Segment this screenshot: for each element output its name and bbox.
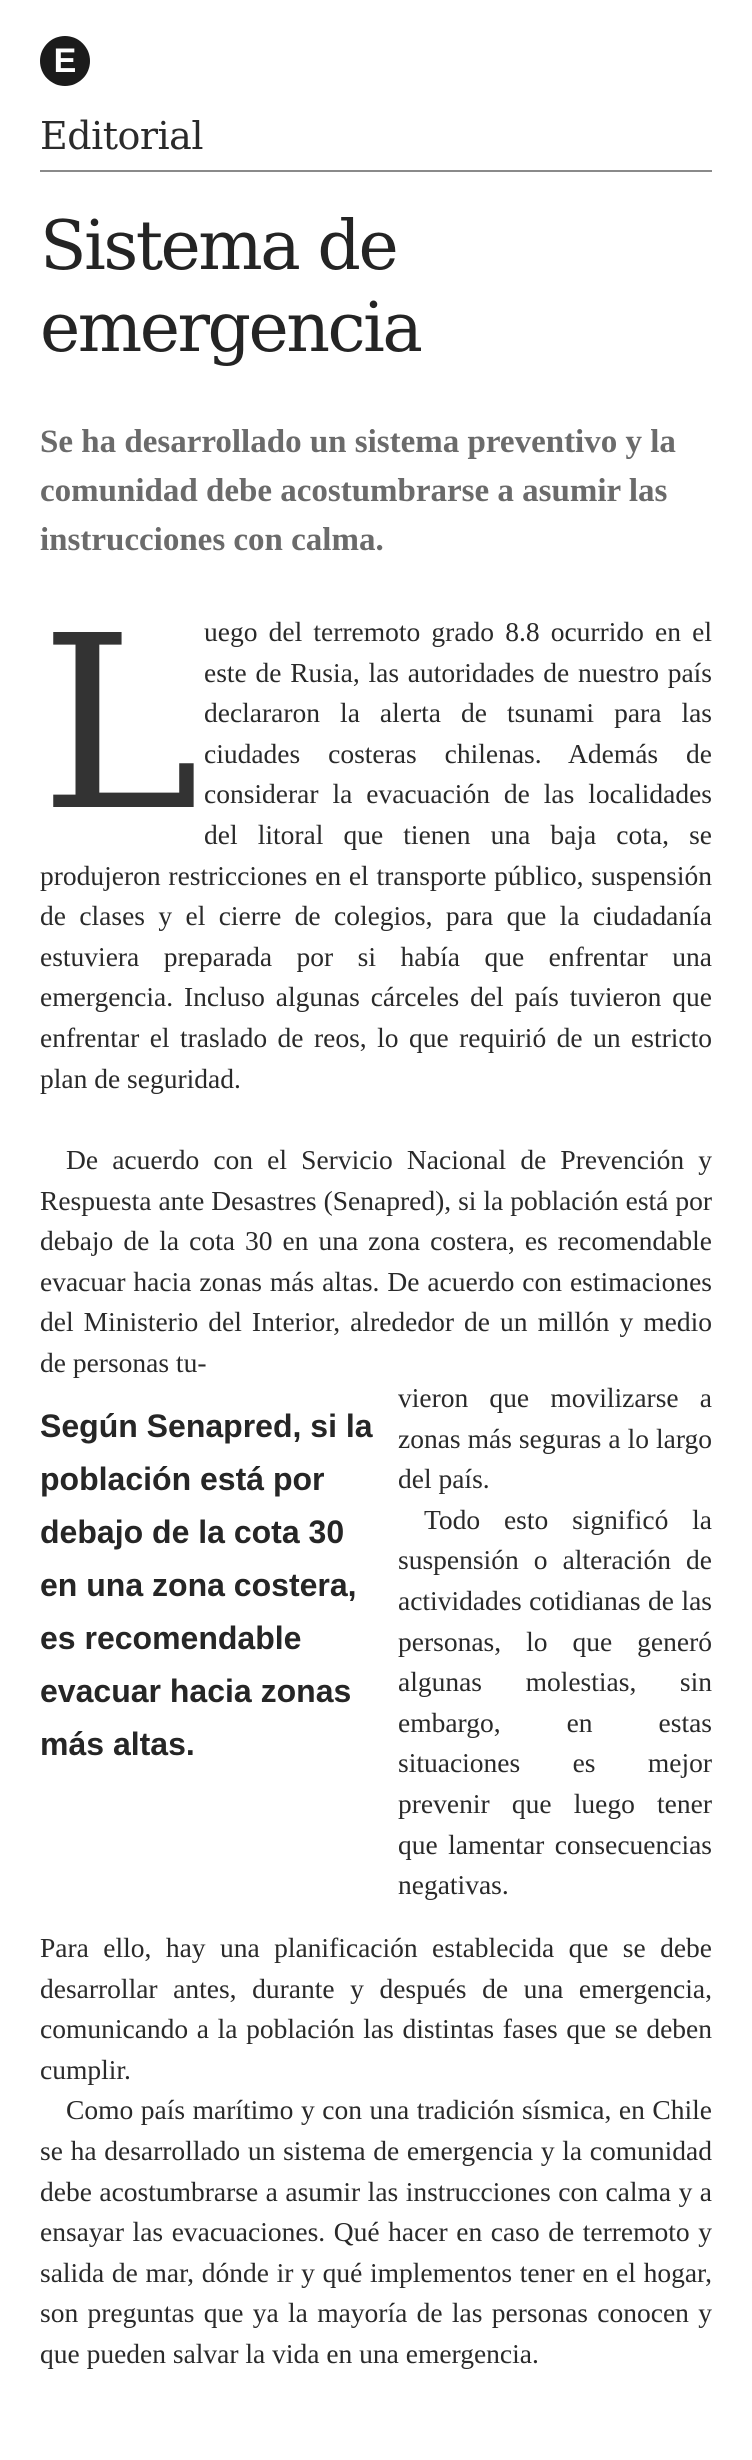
article-title: Sistema de emergencia [40,207,421,368]
article-paragraph-1 [40,584,712,1099]
paragraph-1-text: uego del terremoto grado 8.8 ocurrido en el este de Rusia, las autoridades de nuestro país declararon la alerta de tsunami para las ciudades costeras chilenas. Además de considerar la evacuación de las localidades del litoral que tienen una baja cota, se produjeron restricciones en el transporte público, suspensión de clases y el cierre de colegios, para que la ciudadanía estuviera preparada por si había que enfrentar una emergencia. Incluso algunas cárceles del país tuvieron que enfrentar el traslado de reos, lo que requirió de un estricto plan de seguridad. [40,616,712,1094]
article-subtitle: Se ha desarrollado un sistema preventivo y la comunidad debe acostumbrarse a asumir las instrucciones con calma. [40,424,676,558]
article-paragraphs-4 [40,1928,712,2375]
paragraph-3-text: Todo esto significó la suspensión o alteración de actividades cotidianas de las personas, lo que generó algunas molestias, sin embargo, en estas situaciones es mejor prevenir que luego tener que lamentar consecuencias negativas. [398,1503,712,1901]
drop-cap: L [40,584,200,864]
article-paragraph-2 [40,1140,712,1384]
paragraph-2-continued: vieron que movilizarse a zonas más seguras a lo largo del país. [398,1382,712,1495]
paragraph-4-text: Como país marítimo y con una tradición sísmica, en Chile se ha desarrollado un sistema de emergencia y la comunidad debe acostumbrarse a asumir las instrucciones con calma y a ensayar las evacuaciones. Qué hacer en caso de terremoto y salida de mar, dónde ir y qué implementos tener en el hogar, son preguntas que ya la mayoría de las personas conocen y que pueden salvar la vida en una emergencia. [40,2094,712,2369]
paragraph-2-text: De acuerdo con el Servicio Nacional de Prevención y Respuesta ante Desastres (Senapred), si la población está por debajo de la cota 30 en una zona costera, es recomendable evacuar hacia zonas más altas. De acuerdo con estimaciones del Ministerio del Interior, alrededor de un millón y medio de personas tu- [40,1144,712,1378]
section-label: Editorial [40,114,203,158]
pull-quote: Según Senapred, si la población está por debajo de la cota 30 en una zona costera, es recomendable evacuar hacia zonas más altas. [40,1408,373,1762]
divider [40,170,712,172]
paragraph-3-continued: Para ello, hay una planificación establecida que se debe desarrollar antes, durante y después de una emergencia, comunicando a la población las distintas fases que se deben cumplir. [40,1932,712,2085]
section-badge-icon: E [40,36,90,86]
article-narrow-column [398,1378,712,1906]
